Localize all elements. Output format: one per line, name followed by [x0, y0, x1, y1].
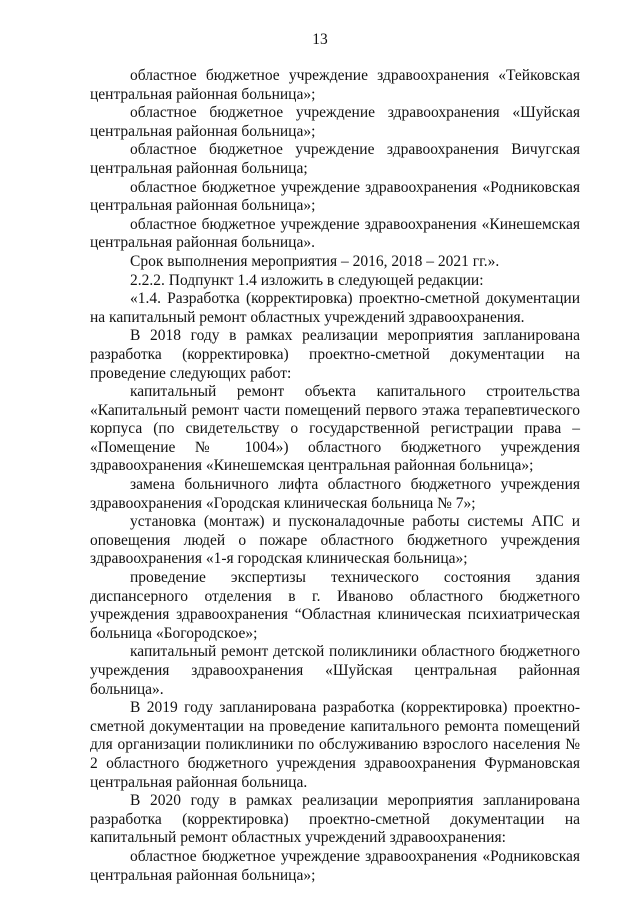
paragraph-shuya: областное бюджетное учреждение здравоохранения «Шуйская центральная районная больница»; [90, 104, 580, 140]
paragraph-vichuga: областное бюджетное учреждение здравоохранения Вичугская центральная районная больница; [90, 141, 580, 177]
document-body [90, 67, 580, 885]
paragraph-childrens-clinic: капитальный ремонт детской поликлиники областного бюджетного учреждения здравоохранения «Шуйская центральная районная больница». [90, 643, 580, 698]
paragraph-deadline: Срок выполнения мероприятия – 2016, 2018 – 2021 гг.». [130, 252, 500, 270]
paragraph-fire-alarm: установка (монтаж) и пусконаладочные работы системы АПС и оповещения людей о пожаре областного бюджетного учреждения здравоохранения «1-я городская клиническая больница»; [90, 513, 580, 568]
paragraph-item-1-4: «1.4. Разработка (корректировка) проектно-сметной документации на капитальный ремонт областных учреждений здравоохранения. [90, 290, 580, 326]
paragraph-subclause-2-2-2: 2.2.2. Подпункт 1.4 изложить в следующей редакции: [130, 271, 484, 289]
paragraph-2018-plan: В 2018 году в рамках реализации мероприятия запланирована разработка (корректировка) проектно-сметной документации на проведение следующих работ: [90, 327, 580, 382]
paragraph-teykovo: областное бюджетное учреждение здравоохранения «Тейковская центральная районная больница»; [90, 67, 580, 103]
paragraph-2020-plan: В 2020 году в рамках реализации мероприятия запланирована разработка (корректировка) проектно-сметной документации на капитальный ремонт областных учреждений здравоохранения: [90, 792, 580, 847]
paragraph-rodniki: областное бюджетное учреждение здравоохранения «Родниковская центральная районная больница»; [90, 178, 580, 215]
paragraph-2019-plan: В 2019 году запланирована разработка (корректировка) проектно-сметной документации на проведение капитального ремонта помещений для организации поликлиники по обслуживанию взрослого населения № 2 областного бюджетного учреждения здравоохранения Фурмановская центральная районная больница. [90, 699, 580, 791]
paragraph-rodniki-2020: областное бюджетное учреждение здравоохранения «Родниковская центральная районная больница»; [90, 847, 580, 884]
page-number: 13 [312, 31, 328, 48]
paragraph-building-expertise: проведение экспертизы технического состояния здания диспансерного отделения в г. Иваново областного бюджетного учреждения здравоохранения “Областная клиническая психиатрическая больница «Богородское»; [90, 569, 580, 642]
paragraph-elevator-replacement: замена больничного лифта областного бюджетного учреждения здравоохранения «Городская клиническая больница № 7»; [90, 476, 580, 512]
paragraph-kineshma: областное бюджетное учреждение здравоохранения «Кинешемская центральная районная больница». [90, 215, 580, 252]
paragraph-capital-repair-therapy: капитальный ремонт объекта капитального строительства «Капитальный ремонт части помещений первого этажа терапевтического корпуса (по свидетельству о государственной регистрации права – «Помещение № 1004») областного бюджетного учреждения здравоохранения «Кинешемская центральная районная больница»; [90, 383, 580, 475]
